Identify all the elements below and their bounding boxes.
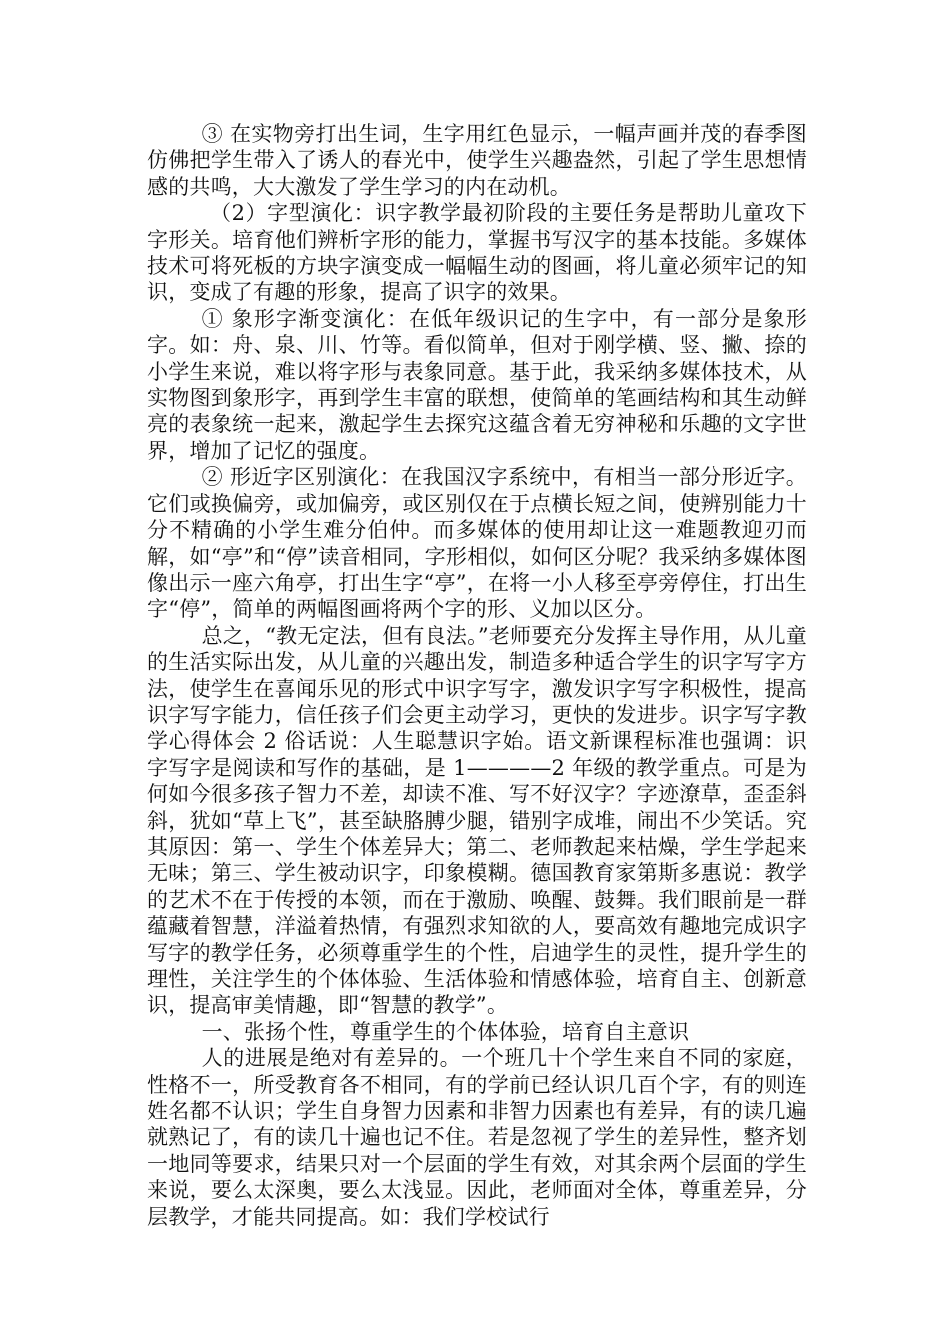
paragraph-individual-differences: 人的进展是绝对有差异的。一个班几十个学生来自不同的家庭，性格不一，所受教育各不相同，有的学前已经认识几百个字，有的则连姓名都不认识；学生自身智力因素和非智力因素也有差异，有的读几遍就熟记了，有的读几十遍也记不住。若是忽视了学生的差异性，整齐划一地同等要求，结果只对一个层面的学生有效，对其余两个层面的学生来说，要么太深奥，要么太浅显。因此，老师面对全体，尊重差异，分层教学，才能共同提高。如：我们学校试行 xyxy=(147,1046,807,1229)
document-body xyxy=(147,121,807,1230)
paragraph-glyph-evolution: （2）字型演化：识字教学最初阶段的主要任务是帮助儿童攻下字形关。培育他们辨析字形的能力，掌握书写汉字的基本技能。多媒体技术可将死板的方块字演变成一幅幅生动的图画，将儿童必须牢记的知识，变成了有趣的形象，提高了识字的效果。 xyxy=(147,201,807,305)
paragraph-summary: 总之，“教无定法，但有良法。”老师要充分发挥主导作用，从儿童的生活实际出发，从儿童的兴趣出发，制造多种适合学生的识字写字方法，使学生在喜闻乐见的形式中识字写字，激发识字写字积极性，提高识字写字能力，信任孩子们会更主动学习，更快的发进步。识字写字教学心得体会 2 俗话说：人生聪慧识字始。语文新课程标准也强调：识字写字是阅读和写作的基础，是 1————2 年级的教学重点。可是为何如今很多孩子智力不差，却读不准、写不好汉字？字迹潦草，歪歪斜斜，犹如“草上飞”，甚至缺胳膊少腿，错别字成堆，闹出不少笑话。究其原因：第一、学生个体差异大；第二、老师教起来枯燥，学生学起来无味；第三、学生被动识字，印象模糊。德国教育家第斯多惠说：教学的艺术不在于传授的本领，而在于激励、唤醒、鼓舞。我们眼前是一群蕴藏着智慧，洋溢着热情，有强烈求知欲的人，要高效有趣地完成识字写字的教学任务，必须尊重学生的个性，启迪学生的灵性，提升学生的理性，关注学生的个体体验、生活体验和情感体验，培育自主、创新意识，提高审美情趣，即“智慧的教学”。 xyxy=(147,623,807,1018)
paragraph-similar-chars: ② 形近字区别演化：在我国汉字系统中，有相当一部分形近字。它们或换偏旁，或加偏旁，或区别仅在于点横长短之间，使辨别能力十分不精确的小学生难分伯仲。而多媒体的使用却让这一难题教迎刃而解，如“亭”和“停”读音相同，字形相似，如何区分呢？我采纳多媒体图像出示一座六角亭，打出生字“亭”，在将一小人移至亭旁停住，打出生字“停”，简单的两幅图画将两个字的形、义加以区分。 xyxy=(147,465,807,622)
paragraph-example-3: ③ 在实物旁打出生词，生字用红色显示，一幅声画并茂的春季图仿佛把学生带入了诱人的春光中，使学生兴趣盎然，引起了学生思想情感的共鸣，大大激发了学生学习的内在动机。 xyxy=(147,122,807,199)
section-heading: 一、张扬个性，尊重学生的个体体验，培育自主意识 xyxy=(201,1019,690,1044)
paragraph-pictograph: ① 象形字渐变演化：在低年级识记的生字中，有一部分是象形字。如：舟、泉、川、竹等。看似简单，但对于刚学横、竖、撇、捺的小学生来说，难以将字形与表象同意。基于此，我采纳多媒体技术，从实物图到象形字，再到学生丰富的联想，使简单的笔画结构和其生动鲜亮的表象统一起来，激起学生去探究这蕴含着无穷神秘和乐趣的文字世界，增加了记忆的强度。 xyxy=(147,306,807,463)
